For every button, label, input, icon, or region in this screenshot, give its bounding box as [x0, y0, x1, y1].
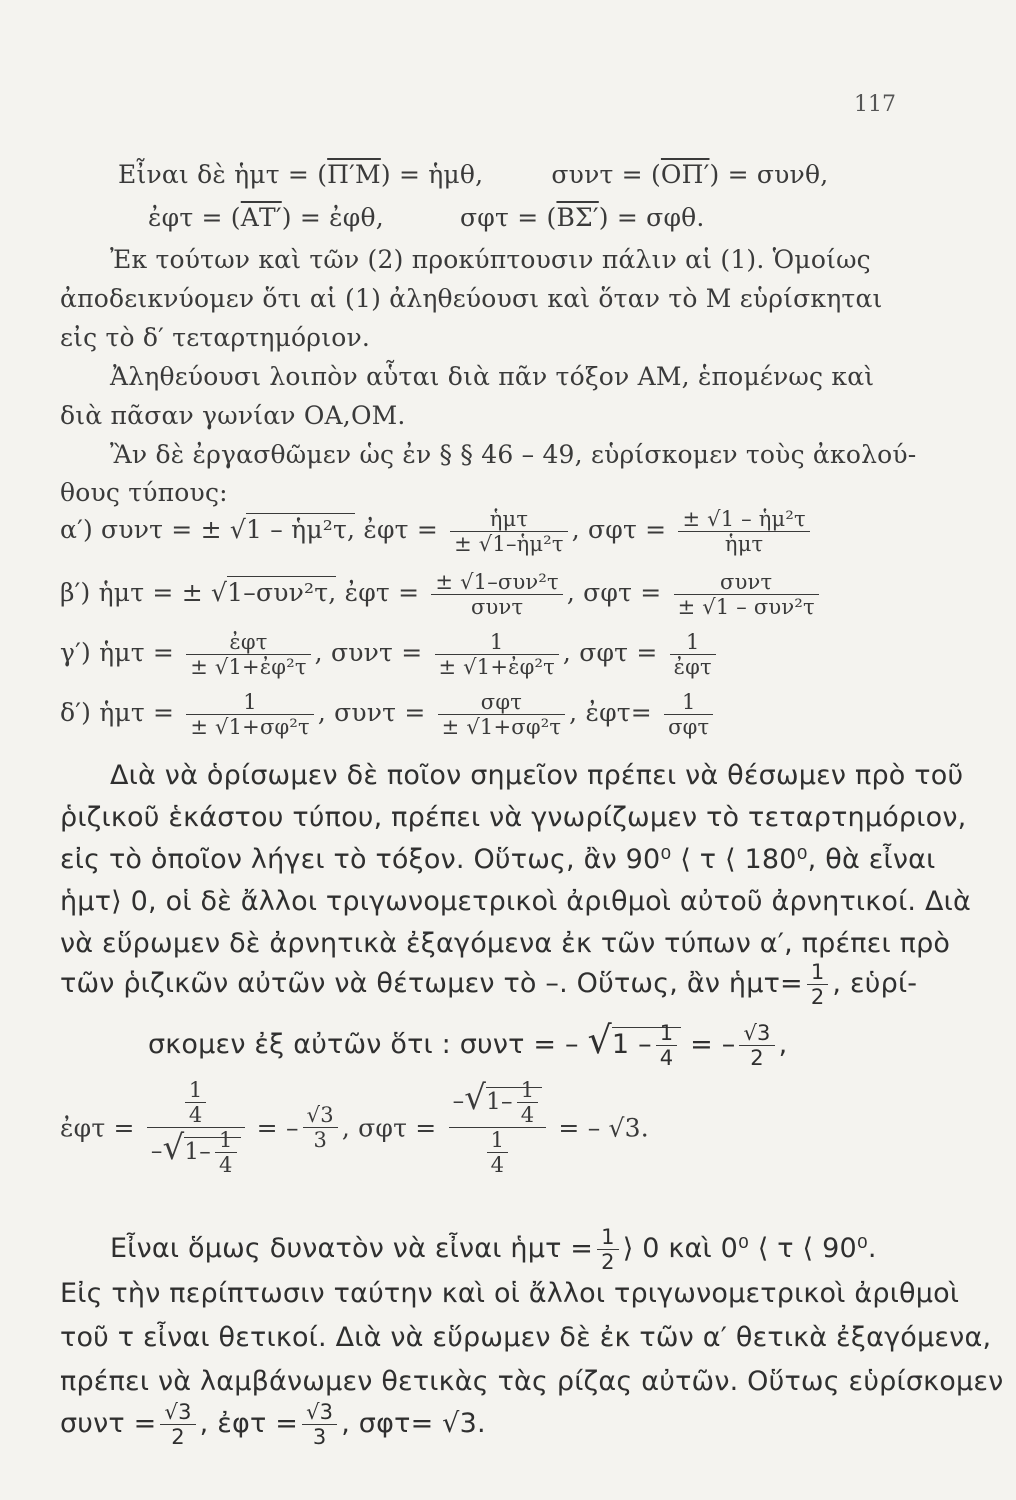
paragraph-line: Ἀληθεύουσι λοιπὸν αὗται διὰ πᾶν τόξον ΑΜ, ἑπομένως καὶ — [110, 362, 875, 391]
denominator: ± √1 – συν²τ — [677, 595, 815, 620]
numerator: 1 — [186, 690, 313, 715]
paragraph-line — [60, 1400, 486, 1449]
numerator: 1 — [517, 1078, 539, 1103]
formula-label: δ′) ἡμτ = — [60, 698, 175, 728]
denominator — [147, 1128, 245, 1177]
fraction — [670, 630, 716, 679]
numerator: σφτ — [438, 690, 565, 715]
denominator: ± √1–ἡμ²τ — [454, 532, 564, 557]
formula-label: β′) ἡμτ = ± — [60, 578, 203, 608]
text: = – — [256, 1113, 299, 1143]
numerator: 1 — [656, 1021, 678, 1046]
denominator: 2 — [601, 1250, 615, 1275]
paragraph-line: Διὰ νὰ ὁρίσωμεν δὲ ποῖον σημεῖον πρέπει νὰ θέσωμεν πρὸ τοῦ — [110, 760, 964, 791]
page-number: 117 — [854, 92, 896, 117]
equation-line-2 — [148, 203, 705, 232]
denominator: ± √1+ἐφ²τ — [190, 655, 307, 680]
paragraph-line: Εἰς τὴν περίπτωσιν ταύτην καὶ οἱ ἄλλοι τριγωνομετρικοὶ ἀριθμοὶ — [60, 1278, 960, 1309]
denominator: ἡμτ — [724, 532, 764, 557]
denominator: 2 — [810, 985, 825, 1010]
numerator — [147, 1078, 245, 1128]
radicand — [611, 1020, 681, 1070]
text: , σφτ = — [571, 515, 667, 545]
text: συντ = ( — [551, 160, 661, 189]
formula-label: γ′) ἡμτ = — [60, 638, 175, 668]
numerator: 1 — [435, 630, 559, 655]
text: , σφτ= √3. — [341, 1408, 486, 1440]
denominator: ± √1+ἐφ²τ — [438, 655, 555, 680]
paragraph-line — [60, 960, 917, 1009]
fraction — [160, 1400, 195, 1449]
text: Εἶναι δὲ ἡμτ = ( — [118, 160, 328, 189]
fraction — [487, 1128, 509, 1177]
segment-label: ΑΤ′ — [240, 203, 282, 232]
paragraph-line: νὰ εὕρωμεν δὲ ἀρνητικὰ ἐξαγόμενα ἐκ τῶν τύπων α′, πρέπει πρὸ — [60, 928, 951, 959]
denominator: 4 — [659, 1046, 674, 1070]
text: , σφτ = — [562, 638, 658, 668]
formula-label: α′) συντ = ± — [60, 515, 222, 545]
text: 1– — [184, 1138, 211, 1165]
numerator: √3 — [302, 1400, 337, 1425]
denominator: 4 — [188, 1103, 203, 1128]
text: – — [150, 1138, 163, 1165]
radicand — [486, 1078, 542, 1128]
text: – — [452, 1088, 465, 1115]
radicand: 1–συν²τ, — [227, 578, 337, 608]
numerator: √3 — [303, 1103, 338, 1128]
text: = – √3. — [558, 1113, 649, 1143]
denominator: 2 — [171, 1425, 185, 1450]
text: = – — [690, 1029, 736, 1060]
text: , ἐφτ = — [199, 1408, 299, 1440]
paragraph-line: εἰς τὸ ὁποῖον λήγει τὸ τόξον. Οὕτως, ἂν 90⁰ ⟨ τ ⟨ 180⁰, θὰ εἶναι — [60, 844, 936, 875]
numerator: 1 — [487, 1128, 509, 1153]
fraction — [674, 570, 819, 619]
fraction — [303, 1103, 338, 1152]
text: ἐφτ = ( — [148, 203, 241, 232]
segment-label: ΟΠ′ — [660, 160, 710, 189]
denominator: σφτ — [668, 715, 710, 740]
fraction — [517, 1078, 539, 1127]
formula-beta — [60, 570, 823, 619]
segment-label: ΒΣ′ — [556, 203, 599, 232]
text: ) = ἐφθ, — [281, 203, 384, 232]
paragraph-line: ῥιζικοῦ ἑκάστου τύπου, πρέπει νὰ γνωρίζωμεν τὸ τεταρτημόριον, — [60, 802, 967, 833]
paragraph-line: Ἐκ τούτων καὶ τῶν (2) προκύπτουσιν πάλιν αἱ (1). Ὁμοίως — [110, 245, 871, 274]
denominator: 4 — [218, 1153, 233, 1178]
denominator: 4 — [520, 1103, 535, 1128]
text: τῶν ῥιζικῶν αὐτῶν νὰ θέτωμεν τὸ –. Οὕτως, ἂν ἡμτ= — [60, 968, 803, 1000]
numerator: 1 — [185, 1078, 207, 1103]
sqrt-sign — [464, 1078, 486, 1118]
text: , συντ = — [314, 638, 423, 668]
fraction — [186, 630, 310, 679]
big-fraction — [147, 1078, 245, 1178]
formula-alpha — [60, 507, 814, 556]
sqrt-sign — [163, 1128, 185, 1168]
text: , σφτ = — [341, 1113, 437, 1143]
denominator: ± √1+σφ²τ — [190, 715, 310, 740]
big-fraction — [449, 1078, 547, 1178]
denominator: ἐφτ — [673, 655, 712, 680]
fraction — [664, 690, 713, 739]
text: ⟩ 0 καὶ 0⁰ ⟨ τ ⟨ 90⁰. — [622, 1233, 877, 1265]
fraction — [678, 507, 809, 556]
text: , ἐφτ= — [569, 698, 652, 728]
formula-gamma — [60, 630, 720, 679]
text: Εἶναι ὅμως δυνατὸν νὰ εἶναι ἡμτ = — [110, 1233, 594, 1265]
fraction — [302, 1400, 337, 1449]
numerator: 1 — [670, 630, 716, 655]
text: 1– — [486, 1088, 513, 1115]
text: ) = συνθ, — [709, 160, 829, 189]
text: ἐφτ = — [344, 578, 420, 608]
text: ἐφτ = — [60, 1113, 135, 1143]
numerator: 1 — [807, 960, 829, 985]
numerator: √3 — [160, 1400, 195, 1425]
text: σκομεν ἐξ αὐτῶν ὅτι : συντ = – — [148, 1029, 579, 1060]
fraction — [739, 1021, 774, 1070]
text: , συντ = — [317, 698, 426, 728]
paragraph-line: τοῦ τ εἶναι θετικοί. Διὰ νὰ εὕρωμεν δὲ ἐκ τῶν α′ θετικὰ ἐξαγόμενα, — [60, 1322, 992, 1353]
numerator: 1 — [597, 1225, 619, 1250]
text: σφτ = ( — [460, 203, 557, 232]
paragraph-line: ἀποδεικνύομεν ὅτι αἱ (1) ἀληθεύουσι καὶ ὅταν τὸ Μ εὑρίσκηται — [60, 284, 883, 313]
fraction — [431, 570, 562, 619]
fraction — [656, 1021, 678, 1070]
text: , εὑρί- — [832, 968, 918, 1000]
denominator: συντ — [470, 595, 524, 620]
sqrt-sign — [211, 578, 227, 607]
radicand — [184, 1128, 240, 1178]
segment-label: Π′Μ — [327, 160, 381, 189]
denominator: 4 — [490, 1153, 505, 1178]
paragraph-line: Ἂν δὲ ἐργασθῶμεν ὡς ἐν § § 46 – 49, εὑρίσκομεν τοὺς ἀκολού- — [110, 440, 917, 469]
equation-line-big — [60, 1078, 649, 1178]
text: ἐφτ = — [363, 515, 438, 545]
paragraph-line: ἡμτ⟩ 0, οἱ δὲ ἄλλοι τριγωνομετρικοὶ ἀριθμοὶ αὐτοῦ ἀρνητικοί. Διὰ — [60, 886, 971, 917]
fraction — [438, 690, 565, 739]
denominator: ± √1+σφ²τ — [441, 715, 562, 740]
numerator: συντ — [674, 570, 819, 595]
fraction — [435, 630, 559, 679]
text: 1 – — [611, 1029, 652, 1060]
text: ) = ἡμθ, — [380, 160, 484, 189]
numerator: ± √1 – ἡμ²τ — [678, 507, 809, 532]
fraction — [185, 1078, 207, 1127]
fraction — [597, 1225, 619, 1274]
text: , — [778, 1029, 788, 1060]
numerator: ἡμτ — [450, 507, 568, 532]
numerator: ± √1–συν²τ — [431, 570, 562, 595]
paragraph-line: διὰ πᾶσαν γωνίαν ΟΑ,ΟΜ. — [60, 401, 406, 430]
numerator: 1 — [664, 690, 713, 715]
equation-line — [148, 1018, 787, 1070]
numerator: √3 — [739, 1021, 774, 1046]
text: συντ = — [60, 1408, 157, 1440]
equation-line-1 — [118, 160, 828, 189]
paragraph-line — [110, 1225, 877, 1274]
fraction — [807, 960, 829, 1009]
fraction — [215, 1128, 237, 1177]
paragraph-line: θους τύπους: — [60, 478, 228, 507]
radicand: 1 – ἡμ²τ, — [246, 515, 356, 545]
denominator: 3 — [312, 1425, 327, 1450]
numerator — [449, 1078, 547, 1128]
text: , σφτ = — [566, 578, 662, 608]
sqrt-sign — [588, 1018, 612, 1062]
numerator: ἐφτ — [186, 630, 310, 655]
denominator — [449, 1128, 547, 1177]
fraction — [450, 507, 568, 556]
text: ) = σφθ. — [598, 203, 705, 232]
numerator: 1 — [215, 1128, 237, 1153]
formula-delta — [60, 690, 717, 739]
fraction — [186, 690, 313, 739]
denominator: 3 — [313, 1128, 328, 1153]
paragraph-line: πρέπει νὰ λαμβάνωμεν θετικὰς τὰς ρίζας αὐτῶν. Οὕτως εὑρίσκομεν — [60, 1366, 1004, 1397]
denominator: 2 — [750, 1046, 764, 1070]
sqrt-sign — [230, 515, 246, 544]
paragraph-line: εἰς τὸ δ′ τεταρτημόριον. — [60, 323, 371, 352]
